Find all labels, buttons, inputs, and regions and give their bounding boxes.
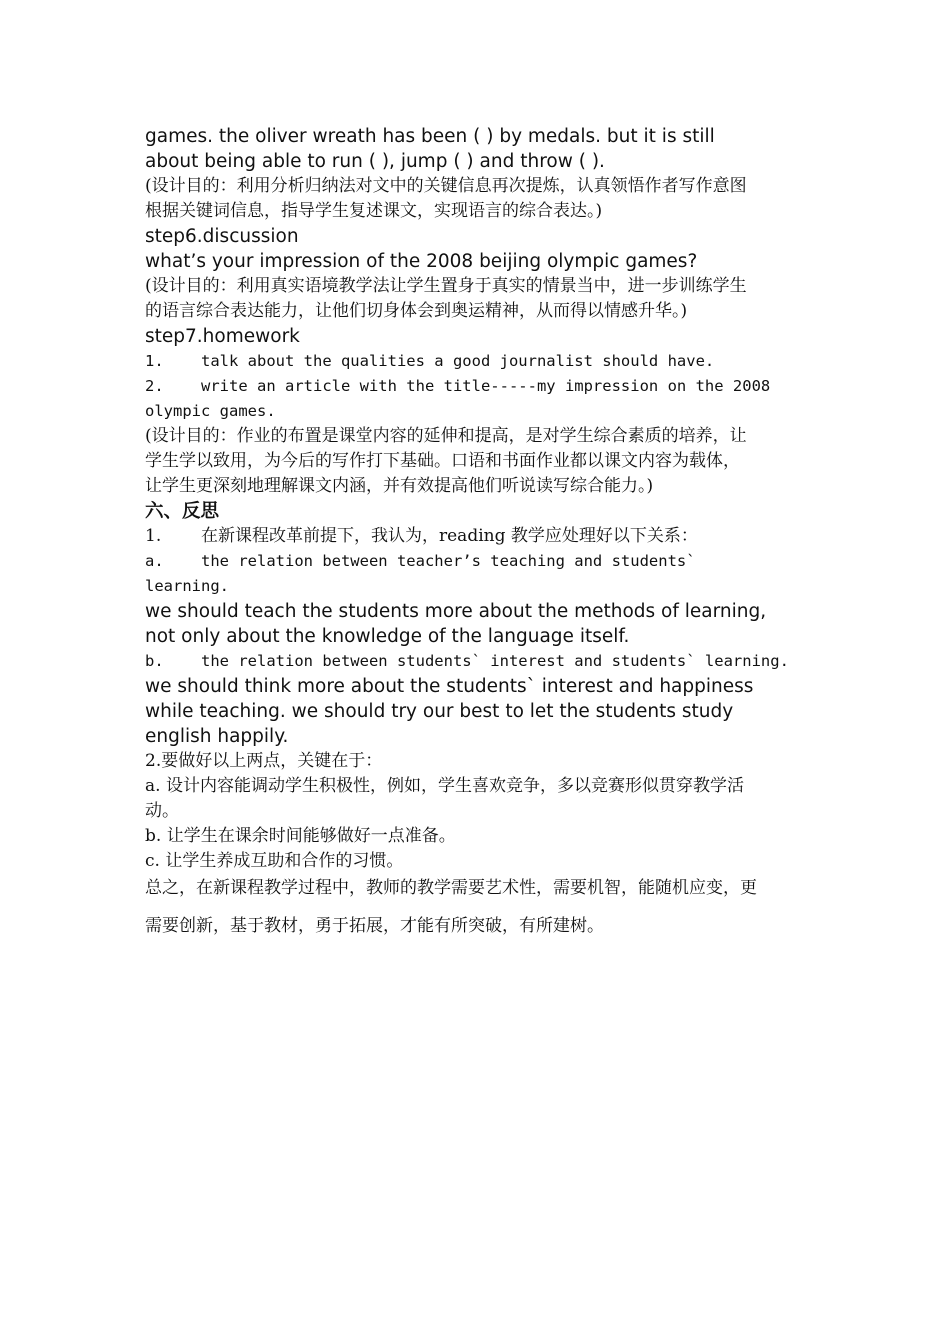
relation-item-text: the relation between students` interest and students` learning. [201, 652, 789, 670]
purpose-note-1-line-2: 根据关键词信息，指导学生复述课文，实现语言的综合表达。) [145, 201, 603, 221]
key-point-a-line-2: 动。 [145, 801, 179, 821]
homework-item-2-continuation: olympic games. [145, 402, 276, 420]
relation-b-body-line-3: english happily. [145, 726, 289, 747]
discussion-question: what’s your impression of the 2008 beijing olympic games? [145, 251, 698, 272]
purpose-note-3-line-1: (设计目的：作业的布置是课堂内容的延伸和提高，是对学生综合素质的培养，让 [145, 426, 747, 446]
document-page [145, 124, 810, 939]
list-letter: a. [145, 552, 164, 570]
list-number: 2. [145, 377, 164, 395]
key-points-heading: 2.要做好以上两点，关键在于： [145, 751, 383, 771]
list-letter: b. [145, 652, 164, 670]
homework-item-text: talk about the qualities a good journalist should have. [201, 352, 715, 370]
step6-heading: step6.discussion [145, 226, 299, 247]
cloze-line-2: about being able to run ( ), jump ( ) and throw ( ). [145, 151, 605, 172]
relation-a-body-line-2: not only about the knowledge of the language itself. [145, 626, 630, 647]
homework-item-2 [145, 374, 810, 399]
purpose-note-2-line-1: (设计目的：利用真实语境教学法让学生置身于真实的情景当中，进一步训练学生 [145, 276, 747, 296]
homework-item-1 [145, 349, 810, 374]
purpose-note-3-line-3: 让学生更深刻地理解课文内涵，并有效提高他们听说读写综合能力。) [145, 476, 654, 496]
summary-line-1: 总之，在新课程教学过程中，教师的教学需要艺术性，需要机智，能随机应变，更 [145, 878, 757, 898]
relation-b-body-line-2: while teaching. we should try our best to let the students study [145, 701, 734, 722]
relation-a-body-line-1: we should teach the students more about the methods of learning, [145, 601, 767, 622]
step7-heading: step7.homework [145, 326, 300, 347]
list-number: 1. [145, 526, 162, 546]
list-number: 1. [145, 352, 164, 370]
relation-item-a [145, 549, 810, 574]
relation-item-text: the relation between teacher’s teaching and students` [201, 552, 696, 570]
cloze-line-1: games. the oliver wreath has been ( ) by medals. but it is still [145, 126, 715, 147]
relation-item-a-continuation: learning. [145, 577, 229, 595]
relation-b-body-line-1: we should think more about the students` interest and happiness [145, 676, 754, 697]
key-point-a-line-1: a. 设计内容能调动学生积极性，例如，学生喜欢竞争，多以竞赛形似贯穿教学活 [145, 776, 744, 796]
reflection-heading: 六、反思 [145, 501, 220, 522]
key-point-b: b. 让学生在课余时间能够做好一点准备。 [145, 826, 456, 846]
relation-item-b [145, 649, 810, 674]
purpose-note-1-line-1: (设计目的：利用分析归纳法对文中的关键信息再次提炼，认真领悟作者写作意图 [145, 176, 747, 196]
purpose-note-2-line-2: 的语言综合表达能力，让他们切身体会到奥运精神，从而得以情感升华。) [145, 301, 688, 321]
reflection-item-1 [145, 524, 810, 549]
reflection-item-text: 在新课程改革前提下，我认为，reading 教学应处理好以下关系： [201, 526, 698, 546]
homework-item-text: write an article with the title-----my impression on the 2008 [201, 377, 771, 395]
summary-line-2: 需要创新，基于教材，勇于拓展，才能有所突破，有所建树。 [145, 916, 604, 936]
purpose-note-3-line-2: 学生学以致用，为今后的写作打下基础。口语和书面作业都以课文内容为载体， [145, 451, 740, 471]
key-point-c: c. 让学生养成互助和合作的习惯。 [145, 851, 404, 871]
